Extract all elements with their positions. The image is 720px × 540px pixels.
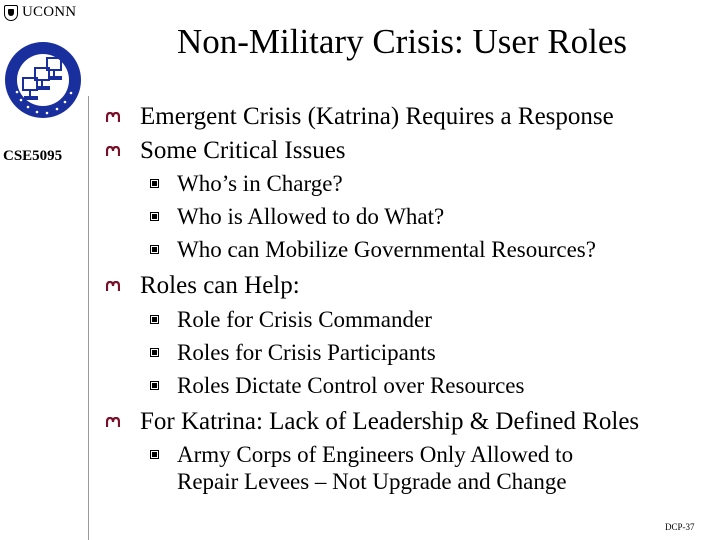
divider-line — [88, 96, 89, 540]
bullet-m-icon — [106, 146, 120, 156]
uconn-header — [4, 4, 76, 21]
bullet-square-icon — [150, 348, 159, 357]
bullet-katrina-leadership: For Katrina: Lack of Leadership & Defined Roles — [140, 408, 640, 435]
sidebar — [0, 0, 83, 540]
bullet-m-icon — [106, 417, 120, 427]
bullet-square-icon — [150, 450, 159, 459]
subbullet-who-is-allowed: Who is Allowed to do What? — [177, 204, 445, 229]
course-code: CSE5095 — [3, 148, 63, 164]
page-number: DCP-37 — [665, 522, 695, 532]
subbullet-crisis-participants: Roles for Crisis Participants — [177, 340, 436, 365]
bullet-m-icon — [106, 112, 120, 122]
computer-science-engineering-logo — [3, 40, 83, 120]
subbullet-mobilize-resources: Who can Mobilize Governmental Resources? — [177, 237, 596, 262]
subbullet-crisis-commander: Role for Crisis Commander — [177, 307, 432, 332]
bullet-square-icon — [150, 381, 159, 390]
bullet-emergent-crisis: Emergent Crisis (Katrina) Requires a Response — [140, 103, 614, 130]
bullet-square-icon — [150, 212, 159, 221]
subbullet-army-corps-continued: Repair Levees – Not Upgrade and Change — [177, 469, 567, 494]
bullet-roles-can-help: Roles can Help: — [140, 272, 300, 299]
uconn-seal-icon — [4, 5, 18, 21]
subbullet-whos-in-charge: Who’s in Charge? — [177, 171, 343, 196]
institution-name: UCONN — [22, 4, 77, 20]
bullet-square-icon — [150, 315, 159, 324]
bullet-square-icon — [150, 245, 159, 254]
subbullet-control-resources: Roles Dictate Control over Resources — [177, 373, 525, 398]
bullet-m-icon — [106, 281, 120, 291]
slide-title: Non-Military Crisis: User Roles — [176, 22, 628, 61]
bullet-critical-issues: Some Critical Issues — [140, 137, 346, 164]
subbullet-army-corps: Army Corps of Engineers Only Allowed to — [177, 442, 574, 467]
bullet-square-icon — [150, 179, 159, 188]
